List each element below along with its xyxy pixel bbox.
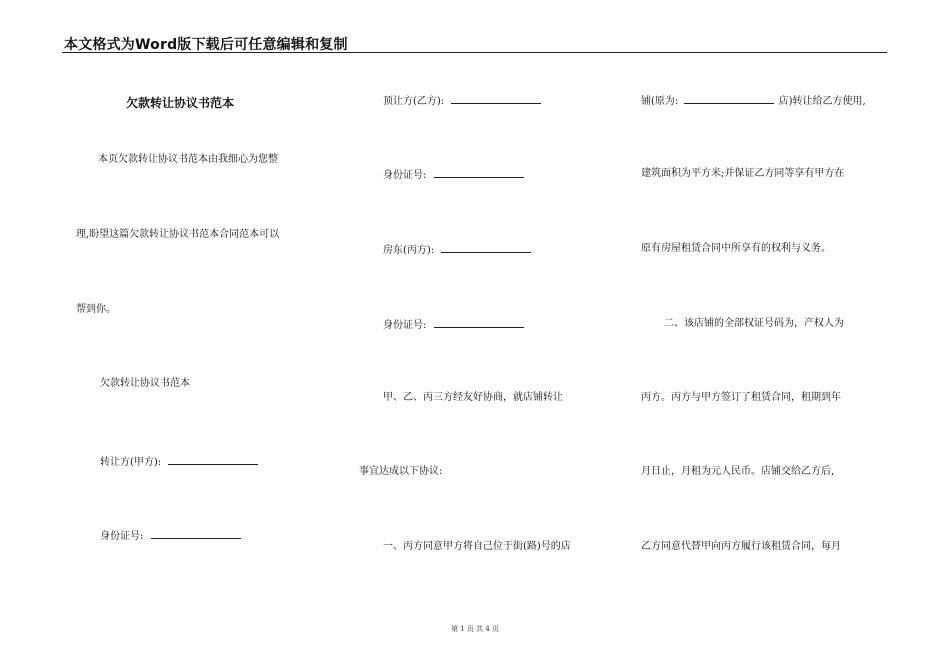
transferee-field: [383, 94, 541, 108]
transferor-field: [100, 455, 258, 469]
agreement-para-line-1: 甲、乙、丙三方经友好协商，就店铺转让: [383, 392, 563, 403]
transferor-blank: [168, 455, 258, 465]
contract-subtitle: 欠款转让协议书范本: [100, 378, 190, 389]
id-number-label-3: 身份证号:: [383, 320, 427, 331]
clause-1-line-2: [641, 94, 866, 108]
landlord-label: 房东(丙方):: [383, 245, 435, 256]
id-number-blank-1: [151, 529, 241, 539]
id-number-blank-3: [434, 318, 524, 328]
id-number-blank-2: [434, 168, 524, 178]
clause-2-line-2: 丙方。丙方与甲方签订了租赁合同，租期到年: [641, 392, 841, 403]
id-number-field-1: [100, 529, 241, 543]
id-number-label-2: 身份证号:: [383, 170, 427, 181]
transferee-blank: [451, 94, 541, 104]
agreement-para-line-2: 事宜达成以下协议:: [359, 466, 443, 477]
landlord-blank: [441, 243, 531, 253]
id-number-field-2: [383, 168, 524, 182]
landlord-field: [383, 243, 531, 257]
clause-1-line-2-suffix: 店)转让给乙方使用,: [778, 96, 866, 107]
clause-2-line-3: 月日止，月租为元人民币。店铺交给乙方后,: [641, 466, 835, 477]
intro-line-2: 理,盼望这篇欠款转让协议书范本合同范本可以: [76, 229, 280, 240]
clause-2-line-1: 二、该店铺的全部权证号码为，产权人为: [664, 318, 844, 329]
clause-2-line-4: 乙方同意代替甲向丙方履行该租赁合同，每月: [641, 541, 841, 552]
id-number-label-1: 身份证号:: [100, 531, 144, 542]
original-shop-blank: [684, 94, 774, 104]
clause-1-line-1: 一、丙方同意甲方将自己位于街(路)号的店: [383, 541, 571, 552]
header-title: 本文格式为Word版下载后可任意编辑和复制: [64, 37, 348, 53]
document-title: 欠款转让协议书范本: [126, 96, 235, 110]
id-number-field-3: [383, 318, 524, 332]
clause-1-line-2-prefix: 铺(原为:: [641, 96, 679, 107]
transferee-label: 顶让方(乙方):: [383, 96, 445, 107]
header-divider: [62, 52, 887, 53]
clause-1-line-3: 建筑面积为平方米;并保证乙方同等享有甲方在: [641, 168, 845, 179]
intro-line-1: 本页欠款转让协议书范本由我细心为您整: [98, 154, 278, 165]
page-indicator: 第 1 页 共 4 页: [450, 625, 500, 633]
intro-line-3: 帮到你。: [76, 304, 116, 315]
transferor-label: 转让方(甲方):: [100, 457, 162, 468]
clause-1-line-4: 原有房屋租赁合同中所享有的权利与义务。: [641, 243, 831, 254]
